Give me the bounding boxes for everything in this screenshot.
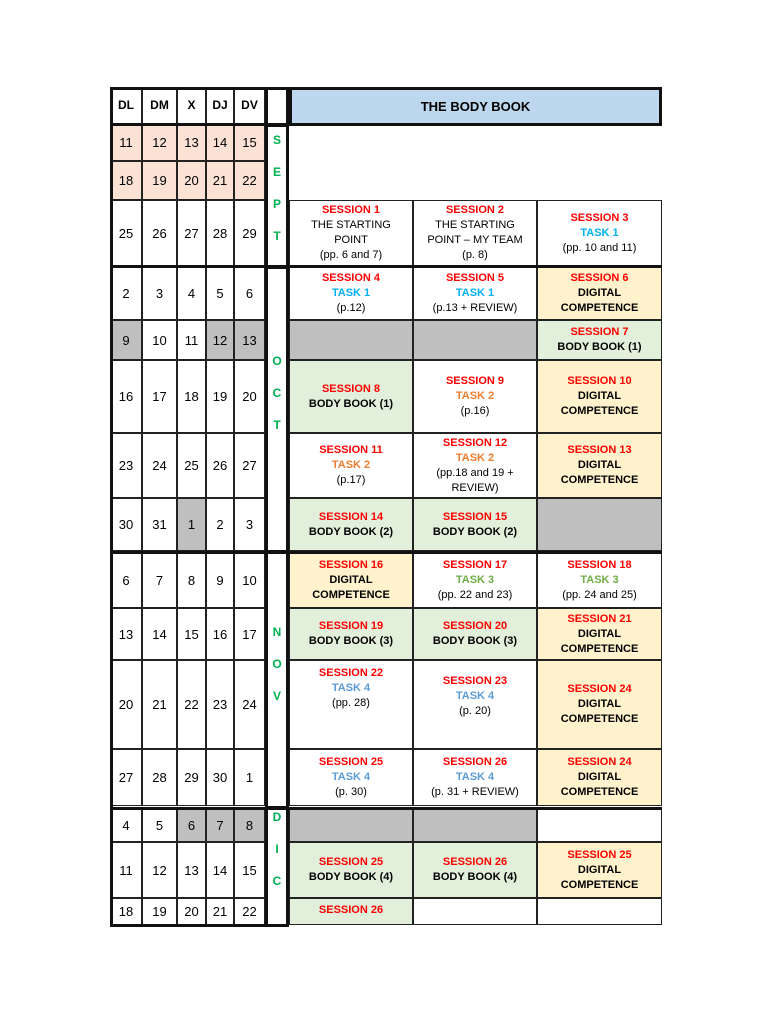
day-cell: 21 [206, 161, 234, 200]
session-task: TASK 4 [455, 771, 495, 783]
day-cell: 28 [206, 200, 234, 266]
session-task: TASK 1 [580, 226, 619, 239]
session-line: COMPETENCE [560, 713, 639, 725]
month-letter: S [272, 133, 281, 147]
session-line: BODY BOOK (2) [308, 525, 394, 538]
session-line: (pp. 28) [332, 697, 370, 709]
session-line: COMPETENCE [560, 301, 639, 314]
month-letter: I [275, 842, 279, 856]
session-title: SESSION 26 [442, 856, 508, 868]
month-divider [110, 123, 289, 126]
header-dj: DJ [206, 87, 234, 124]
month-divider [110, 551, 662, 554]
day-cell: 6 [177, 809, 206, 842]
day-cell: 15 [234, 124, 265, 161]
day-cell: 11 [177, 320, 206, 360]
day-cell: 7 [142, 553, 177, 608]
session-26 [413, 749, 537, 806]
session-line: COMPETENCE [560, 405, 639, 417]
day-cell: 11 [110, 124, 142, 161]
session-line: DIGITAL [577, 627, 622, 640]
day-cell: 28 [142, 749, 177, 806]
session-21 [537, 608, 662, 660]
month-letter: V [272, 689, 281, 703]
session-title: SESSION 24 [567, 683, 632, 695]
header-dm: DM [142, 87, 177, 124]
session-title: SESSION 19 [318, 620, 384, 632]
month-label-dic [265, 801, 289, 897]
month-divider [110, 807, 662, 810]
month-label-sept [265, 124, 289, 252]
session-task: TASK 4 [455, 690, 495, 702]
session-line: (p.16) [460, 405, 490, 417]
day-cell: 11 [110, 842, 142, 898]
session-7 [537, 320, 662, 360]
session-2 [413, 200, 537, 266]
session-24-repeat [537, 749, 662, 806]
day-cell: 22 [234, 161, 265, 200]
session-1 [289, 200, 413, 266]
month-letter: P [272, 197, 281, 211]
session-9 [413, 360, 537, 433]
session-3 [537, 200, 662, 266]
day-cell: 20 [177, 161, 206, 200]
header-dv: DV [234, 87, 265, 124]
session-26-bodybook [413, 842, 537, 898]
session-title: SESSION 24 [567, 756, 632, 768]
day-cell: 26 [142, 200, 177, 266]
holiday-cell [537, 498, 662, 551]
day-cell: 20 [110, 660, 142, 749]
session-title: SESSION 23 [442, 675, 508, 687]
day-cell: 13 [110, 608, 142, 660]
month-label-nov [265, 616, 289, 712]
day-cell: 6 [110, 553, 142, 608]
month-letter: D [272, 810, 282, 824]
session-26-last [289, 898, 413, 925]
session-title: SESSION 16 [318, 559, 384, 571]
day-cell: 10 [234, 553, 265, 608]
day-cell: 19 [206, 360, 234, 433]
month-letter: N [272, 625, 282, 639]
holiday-cell [289, 320, 413, 360]
session-line: REVIEW) [451, 481, 499, 494]
day-cell: 14 [142, 608, 177, 660]
session-line: BODY BOOK (4) [432, 871, 518, 883]
session-task: TASK 2 [331, 459, 371, 471]
session-line: BODY BOOK (4) [308, 871, 394, 883]
session-24 [537, 660, 662, 749]
empty-cell [537, 898, 662, 925]
day-cell: 26 [206, 433, 234, 498]
session-line: BODY BOOK (3) [432, 635, 518, 647]
session-line: (pp. 10 and 11) [562, 241, 637, 254]
session-line: DIGITAL [577, 863, 622, 876]
session-line: (p.13 + REVIEW) [432, 301, 518, 314]
month-letter: C [272, 386, 282, 400]
session-18 [537, 553, 662, 608]
month-column-header [265, 87, 289, 126]
month-letter: T [273, 418, 281, 432]
day-cell: 16 [206, 608, 234, 660]
day-cell: 14 [206, 842, 234, 898]
session-14 [289, 498, 413, 551]
month-letter: T [273, 229, 281, 243]
session-12 [413, 433, 537, 498]
session-line: POINT [334, 234, 368, 246]
session-line: (pp. 24 and 25) [562, 589, 637, 601]
session-line: BODY BOOK (1) [308, 397, 394, 410]
session-20 [413, 608, 537, 660]
day-cell: 30 [206, 749, 234, 806]
day-cell: 27 [177, 200, 206, 266]
day-cell: 15 [177, 608, 206, 660]
day-cell: 12 [142, 124, 177, 161]
day-cell: 18 [177, 360, 206, 433]
day-cell: 22 [177, 660, 206, 749]
month-letter: C [272, 874, 282, 888]
session-title: SESSION 10 [567, 375, 632, 387]
session-title: SESSION 22 [318, 667, 384, 679]
session-line: (p. 31 + REVIEW) [431, 786, 519, 798]
session-title: SESSION 3 [570, 211, 629, 224]
session-22 [289, 660, 413, 749]
session-13 [537, 433, 662, 498]
day-cell: 27 [234, 433, 265, 498]
day-cell: 21 [142, 660, 177, 749]
day-cell: 23 [110, 433, 142, 498]
session-title: SESSION 15 [442, 510, 508, 523]
session-title: SESSION 6 [570, 271, 629, 284]
day-cell: 2 [206, 498, 234, 551]
session-25 [289, 749, 413, 806]
session-25-digital [537, 842, 662, 898]
day-cell: 16 [110, 360, 142, 433]
day-cell: 12 [206, 320, 234, 360]
day-cell: 10 [142, 320, 177, 360]
day-cell: 20 [234, 360, 265, 433]
day-cell: 8 [234, 809, 265, 842]
day-cell: 8 [177, 553, 206, 608]
session-line: BODY BOOK (1) [557, 341, 642, 353]
month-divider [110, 265, 662, 268]
day-cell: 9 [206, 553, 234, 608]
table-bottom-border [110, 924, 289, 927]
session-line: DIGITAL [577, 286, 622, 299]
holiday-cell [413, 809, 537, 842]
empty-cell [413, 898, 537, 925]
session-task: TASK 4 [331, 771, 371, 783]
day-cell: 23 [206, 660, 234, 749]
session-title: SESSION 11 [319, 444, 383, 456]
session-task: TASK 2 [455, 451, 495, 464]
session-title: SESSION 26 [318, 904, 384, 916]
day-cell: 25 [177, 433, 206, 498]
session-task: TASK 4 [331, 682, 371, 694]
day-cell: 13 [177, 842, 206, 898]
session-task: TASK 2 [455, 390, 495, 402]
day-cell: 17 [142, 360, 177, 433]
day-cell: 5 [206, 266, 234, 320]
session-line: (p.12) [336, 301, 366, 314]
day-cell: 5 [142, 809, 177, 842]
day-cell: 14 [206, 124, 234, 161]
session-task: TASK 3 [580, 574, 619, 586]
session-title: SESSION 25 [318, 756, 384, 768]
day-cell: 9 [110, 320, 142, 360]
day-cell: 27 [110, 749, 142, 806]
day-cell: 7 [206, 809, 234, 842]
session-line: THE STARTING [435, 219, 515, 231]
day-cell: 19 [142, 161, 177, 200]
session-line: BODY BOOK (2) [432, 525, 518, 538]
session-line: COMPETENCE [560, 786, 639, 798]
session-line: COMPETENCE [560, 474, 639, 486]
table-top-border [110, 87, 265, 90]
session-task: TASK 1 [455, 286, 495, 299]
session-10 [537, 360, 662, 433]
session-task: TASK 3 [455, 574, 495, 586]
session-title: SESSION 2 [445, 204, 505, 216]
session-title: SESSION 25 [567, 848, 632, 861]
session-16 [289, 553, 413, 608]
day-cell: 6 [234, 266, 265, 320]
day-cell: 3 [142, 266, 177, 320]
session-title: SESSION 9 [445, 375, 505, 387]
session-4 [289, 266, 413, 320]
session-line: (p. 8) [462, 249, 488, 261]
day-cell: 3 [234, 498, 265, 551]
session-5 [413, 266, 537, 320]
month-letter: E [272, 165, 281, 179]
month-label-oct [265, 345, 289, 441]
session-line: THE STARTING [311, 219, 391, 231]
day-cell: 25 [110, 200, 142, 266]
day-cell: 17 [234, 608, 265, 660]
session-line: DIGITAL [577, 771, 622, 783]
day-cell: 29 [177, 749, 206, 806]
day-cell: 31 [142, 498, 177, 551]
session-line: (pp.18 and 19 + [436, 466, 514, 479]
session-23 [413, 660, 537, 749]
session-15 [413, 498, 537, 551]
session-title: SESSION 4 [321, 271, 381, 284]
session-title: SESSION 13 [567, 444, 632, 456]
session-line: DIGITAL [577, 459, 622, 471]
session-title: SESSION 25 [318, 856, 384, 868]
holiday-cell [413, 320, 537, 360]
day-cell: 24 [142, 433, 177, 498]
session-title: SESSION 14 [318, 510, 384, 523]
session-11 [289, 433, 413, 498]
day-cell: 12 [142, 842, 177, 898]
session-line: COMPETENCE [560, 642, 639, 655]
day-cell: 29 [234, 200, 265, 266]
session-line: POINT – MY TEAM [427, 234, 523, 246]
month-letter: O [272, 354, 282, 368]
session-17 [413, 553, 537, 608]
calendar-table [110, 87, 662, 927]
session-title: SESSION 18 [567, 559, 632, 571]
day-cell: 2 [110, 266, 142, 320]
session-line: (p. 30) [335, 786, 367, 798]
day-cell: 4 [177, 266, 206, 320]
header-dl: DL [110, 87, 142, 124]
session-task: TASK 1 [331, 286, 371, 299]
session-line: BODY BOOK (3) [308, 635, 394, 647]
session-line: (pp. 6 and 7) [319, 249, 383, 261]
session-line: DIGITAL [329, 574, 373, 586]
session-line: (p. 20) [459, 705, 491, 717]
session-8 [289, 360, 413, 433]
session-19 [289, 608, 413, 660]
session-title: SESSION 20 [442, 620, 508, 632]
session-title: SESSION 12 [442, 436, 508, 449]
session-line: (p.17) [336, 474, 366, 486]
page-title: THE BODY BOOK [289, 87, 662, 126]
day-cell: 21 [206, 898, 234, 925]
session-title: SESSION 26 [442, 756, 508, 768]
day-cell: 22 [234, 898, 265, 925]
session-title: SESSION 8 [321, 382, 381, 395]
day-cell: 4 [110, 809, 142, 842]
holiday-cell [289, 809, 413, 842]
day-cell: 20 [177, 898, 206, 925]
session-line: DIGITAL [577, 698, 622, 710]
day-cell: 24 [234, 660, 265, 749]
session-line: (pp. 22 and 23) [437, 589, 513, 601]
session-title: SESSION 17 [442, 559, 508, 571]
day-cell: 13 [234, 320, 265, 360]
header-x: X [177, 87, 206, 124]
session-title: SESSION 7 [570, 326, 629, 338]
day-cell: 30 [110, 498, 142, 551]
table-left-border [110, 87, 113, 927]
month-letter: O [272, 657, 282, 671]
session-line: COMPETENCE [312, 589, 390, 601]
session-25-bodybook [289, 842, 413, 898]
day-cell: 15 [234, 842, 265, 898]
day-cell: 19 [142, 898, 177, 925]
day-cell: 18 [110, 898, 142, 925]
day-cell: 1 [177, 498, 206, 551]
day-cell: 1 [234, 749, 265, 806]
session-title: SESSION 21 [567, 612, 632, 625]
session-title: SESSION 1 [321, 204, 381, 216]
day-cell: 13 [177, 124, 206, 161]
session-title: SESSION 5 [445, 271, 505, 284]
session-line: DIGITAL [577, 390, 622, 402]
session-6 [537, 266, 662, 320]
empty-cell [537, 809, 662, 842]
session-line: COMPETENCE [560, 878, 639, 891]
day-cell: 18 [110, 161, 142, 200]
